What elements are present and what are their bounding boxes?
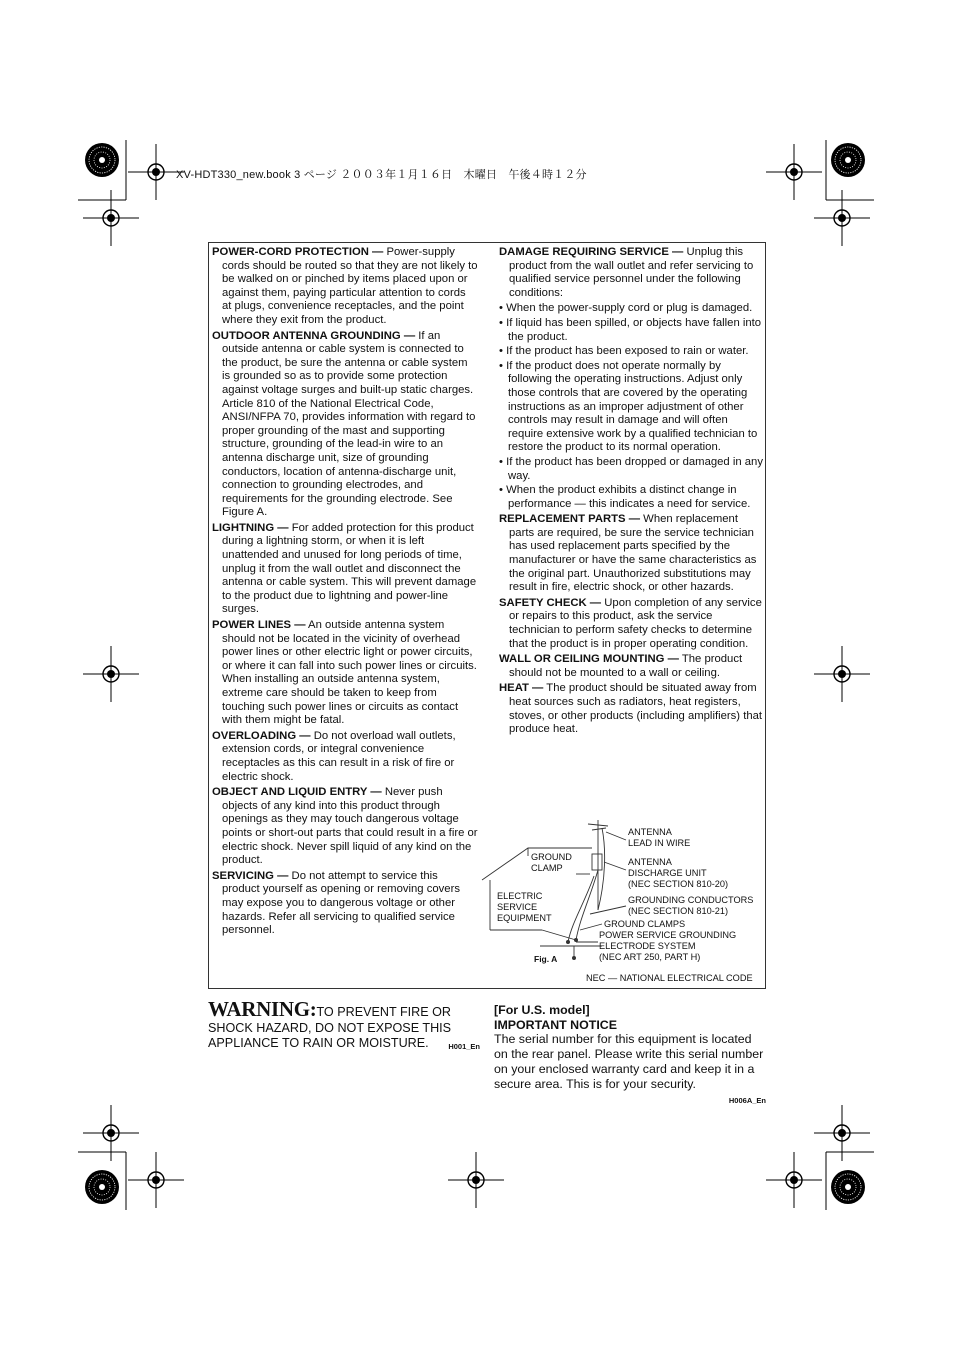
figure-caption: Fig. A: [534, 954, 558, 964]
nec-footnote: NEC — NATIONAL ELECTRICAL CODE: [586, 973, 753, 983]
warning-code: H001_En: [448, 1042, 480, 1051]
safety-entry: SERVICING — Do not attempt to service this product yourself as opening or removing covers may expose you to dangerous voltage or other hazards. Refer all servicing to qualified service personnel.: [212, 869, 460, 937]
safety-entry: HEAT — The product should be situated away from heat sources such as radiators, heat registers, stoves, or other products (including amplifiers) that produce heat.: [499, 682, 763, 736]
left-column: [212, 246, 478, 940]
registration-cross-icon: [814, 646, 870, 702]
registration-star-icon: [831, 1170, 865, 1204]
notice-title: IMPORTANT NOTICE: [494, 1017, 617, 1032]
registration-cross-icon: [83, 646, 139, 702]
safety-entry: LIGHTNING — For added protection for this product during a lightning storm, or when it is left unattended and unused for long periods of time, unplug it from the wall outlet and disconnect the antenna or cable system. This will prevent damage to the product due to lightning and power-line surges.: [212, 521, 477, 616]
registration-cross-icon: [814, 190, 870, 246]
list-item: • When the product exhibits a distinct change in performance — this indicates a need for service.: [499, 484, 751, 510]
warning-text: TO PREVENT FIRE OR SHOCK HAZARD, DO NOT EXPOSE THIS APPLIANCE TO RAIN OR MOISTURE.: [208, 1005, 452, 1050]
electrode-system-label: POWER SERVICE GROUNDING ELECTRODE SYSTEM (NEC ART 250, PART H): [599, 930, 737, 962]
list-item: • If the product has been exposed to rain or water.: [499, 345, 749, 358]
registration-cross-icon: [83, 190, 139, 246]
electric-service-label: ELECTRIC SERVICE EQUIPMENT: [497, 891, 552, 923]
notice-code: H006A_En: [728, 1096, 766, 1106]
damage-entry: DAMAGE REQUIRING SERVICE — Unplug this product from the wall outlet and refer servicing to qualified service personnel under the following conditions:: [499, 246, 754, 299]
warning-block: [208, 997, 480, 1055]
list-item: • When the power-supply cord or plug is damaged.: [499, 302, 753, 315]
registration-star-icon: [85, 1170, 119, 1204]
right-column: [499, 246, 763, 739]
registration-cross-icon: [448, 1152, 504, 1208]
list-item: • If liquid has been spilled, or objects have fallen into the product.: [499, 316, 762, 343]
notice-model: [For U.S. model]: [494, 1003, 590, 1017]
registration-cross-icon: [766, 144, 822, 200]
ground-clamps-label: GROUND CLAMPS: [604, 919, 686, 929]
notice-text: The serial number for this equipment is located on the rear panel. Please write this serial number on your enclosed warranty card and keep it in a secure area. This is for your security.: [494, 1032, 764, 1091]
safety-entry: OBJECT AND LIQUID ENTRY — Never push objects of any kind into this product through openings as they may touch dangerous voltage points or short-out parts that could result in a fire or electric shock. Never spill liquid of any kind on the product.: [212, 786, 478, 867]
registration-star-icon: [85, 143, 119, 177]
safety-entry: WALL OR CEILING MOUNTING — The product should not be mounted to a wall or ceiling.: [499, 653, 743, 679]
discharge-unit-label: ANTENNA DISCHARGE UNIT (NEC SECTION 810-20): [628, 857, 729, 889]
registration-cross-icon: [83, 1105, 139, 1161]
safety-entry: OVERLOADING — Do not overload wall outlets, extension cords, or integral convenience receptacles as this can result in a risk of fire or electric shock.: [212, 729, 456, 783]
registration-cross-icon: [128, 1152, 184, 1208]
antenna-grounding-figure: [480, 818, 766, 988]
damage-bullets: [499, 302, 763, 511]
ground-clamp-label: GROUND CLAMP: [531, 852, 572, 873]
safety-entry: OUTDOOR ANTENNA GROUNDING — If an outside antenna or cable system is connected to the product, be sure the antenna or cable system is grounded so as to provide some protection against voltage surges and built-up static charges. Article 810 of the National Electrical Code, ANSI/NFPA 70, provides information with regard to proper grounding of the mast and supporting structure, grounding of the lead-in wire to an antenna discharge unit, size of grounding conductors, location of antenna-discharge unit, connection to grounding electrodes, and requirements for the grounding electrode. See Figure A.: [212, 329, 476, 519]
registration-cross-icon: [766, 1152, 822, 1208]
list-item: • If the product does not operate normally by following the operating instructions. Adjust only those controls that are covered by the operating instructions as an improper adjustment of other controls may result in damage and will often require extensive work by a qualified technician to restore the product to its normal operation.: [499, 359, 758, 454]
safety-entry: SAFETY CHECK — Upon completion of any service or repairs to this product, ask the service technician to perform safety checks to determine that the product is in proper operating condition.: [499, 596, 762, 650]
print-header: XV-HDT330_new.book 3 ページ ２００３年１月１６日 木曜日 午後４時１２分: [176, 169, 587, 181]
list-item: • If the product has been dropped or damaged in any way.: [499, 455, 763, 482]
important-notice: [494, 1003, 766, 1109]
safety-entry: POWER-CORD PROTECTION — Power-supply cords should be routed so that they are not likely to be walked on or pinched by items placed upon or against them, paying particular attention to cords at plugs, convenience receptacles, and the point where they exit from the product.: [212, 246, 478, 326]
grounding-conductors-label: GROUNDING CONDUCTORS (NEC SECTION 810-21): [628, 895, 754, 916]
safety-entry: POWER LINES — An outside antenna system should not be located in the vicinity of overhead power lines or other electric light or power circuits, or where it can fall into such power lines or circuits. When installing an outside antenna system, extreme care should be taken to keep from touching such power lines or circuits as contact with them might be fatal.: [212, 619, 477, 727]
antenna-lead-label: ANTENNA LEAD IN WIRE: [628, 827, 691, 848]
safety-entry: REPLACEMENT PARTS — When replacement parts are required, be sure the service technician has used replacement parts specified by the manufacturer or have the same characteristics as the original part. Unauthorized substitutions may result in fire, electric shock, or other hazards.: [499, 513, 757, 594]
registration-star-icon: [831, 143, 865, 177]
registration-cross-icon: [814, 1105, 870, 1161]
warning-heading: WARNING:: [208, 997, 317, 1021]
